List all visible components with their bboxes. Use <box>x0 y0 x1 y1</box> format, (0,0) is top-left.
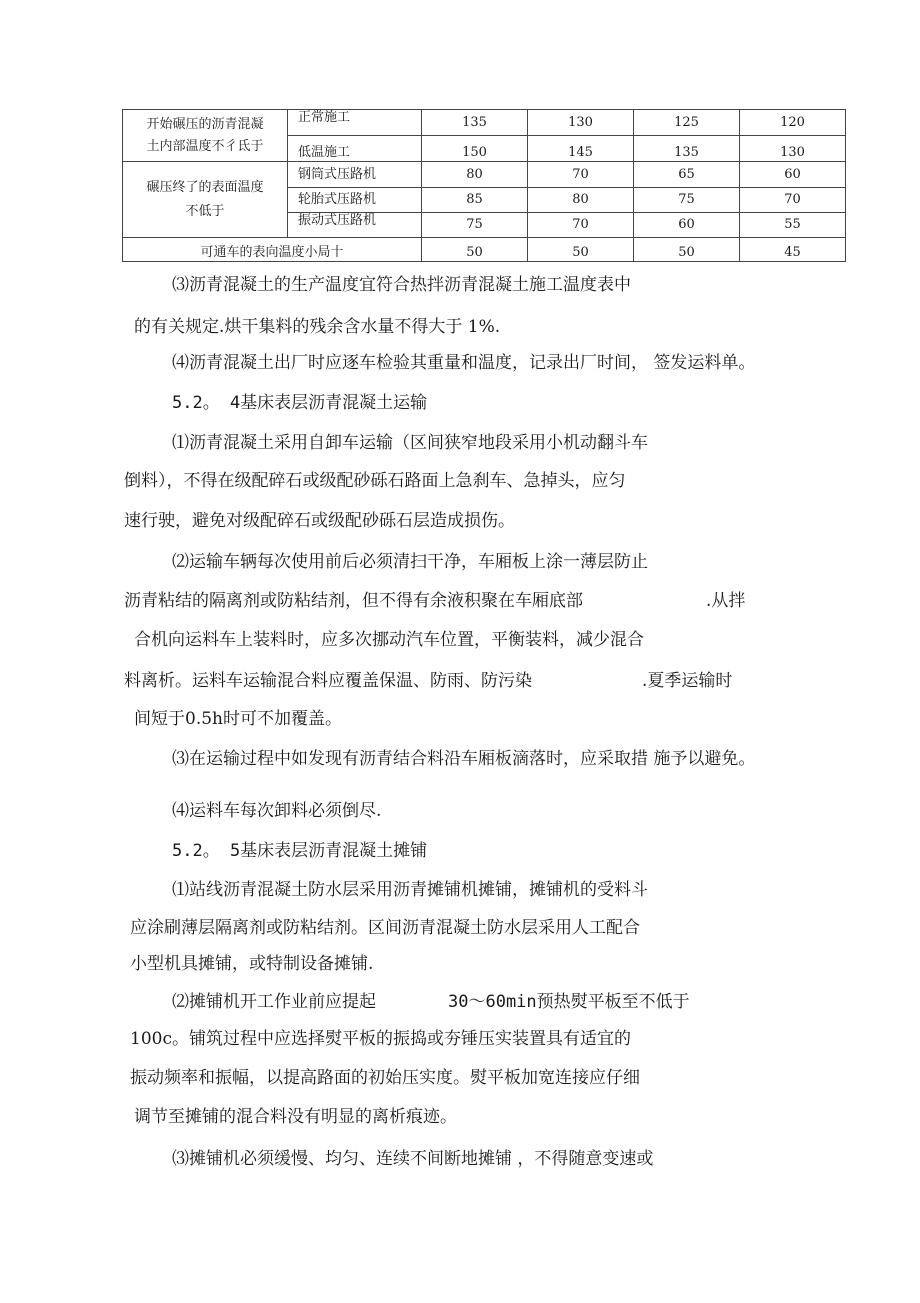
table-row <box>123 110 846 136</box>
table-cell: 75 <box>634 188 740 213</box>
table-cell: 135 <box>634 136 740 162</box>
table-cell: 55 <box>740 213 846 238</box>
row-label: 振动式压路机 <box>288 213 422 238</box>
table-cell: 60 <box>634 213 740 238</box>
paragraph-line: 的有关规定.烘干集料的残余含水量不得大于 1%. <box>134 317 501 337</box>
paragraph-line: 倒料），不得在级配碎石或级配砂砾石路面上急刹车、急掉头，应匀 <box>124 471 626 491</box>
paragraph-line: 沥青粘结的隔离剂或防粘结剂，但不得有余液积聚在车厢底部 <box>124 591 583 611</box>
group1-label-line: 土内部温度不彳氐于 <box>146 138 264 154</box>
paragraph-line: 调节至摊铺的混合料没有明显的离析痕迹。 <box>134 1107 457 1127</box>
table-cell: 150 <box>422 136 528 162</box>
paragraph-line: 间短于0.5h时可不加覆盖。 <box>134 709 342 729</box>
table-cell: 120 <box>740 110 846 136</box>
paragraph-line: ⑶摊铺机必须缓慢、均匀、连续不间断地摊铺 ，不得随意变速或 <box>172 1149 654 1169</box>
table-cell: 50 <box>634 238 740 262</box>
paragraph-line: ⑵运输车辆每次使用前后必须清扫干净，车厢板上涂一薄层防止 <box>172 552 648 572</box>
row-label: 轮胎式压路机 <box>288 188 422 213</box>
group2-label-line: 碾压终了的表面温度 <box>146 179 264 195</box>
table-row <box>123 238 846 262</box>
paragraph-line: ⑴站线沥青混凝土防水层采用沥青摊铺机摊铺，摊铺机的受料斗 <box>172 880 648 900</box>
paragraph-line: ⑴沥青混凝土采用自卸车运输（区间狭窄地段采用小机动翻斗车 <box>172 433 648 453</box>
row-label: 钢筒式压路机 <box>288 162 422 188</box>
row-label: 可通车的表向温度小局十 <box>123 238 422 262</box>
paragraph-line: ⑶在运输过程中如发现有沥青结合料沿车厢板滴落时，应采取措 施予以避免。 <box>172 749 756 769</box>
paragraph-line: 应涂刷薄层隔离剂或防粘结剂。区间沥青混凝土防水层采用人工配合 <box>130 918 640 938</box>
row-label: 正常施工 <box>288 110 422 136</box>
temperature-table <box>122 109 846 262</box>
paragraph-line: 30〜60min预热熨平板至不低于 <box>448 992 690 1012</box>
group2-label-line: 不低于 <box>185 203 225 219</box>
paragraph-line: 速行驶，避免对级配碎石或级配砂砾石层造成损伤。 <box>124 511 515 531</box>
table-cell: 85 <box>422 188 528 213</box>
group2-label-cell <box>123 162 288 238</box>
section-heading: 5.2。 4基床表层沥青混凝土运输 <box>172 393 428 413</box>
table-cell: 70 <box>528 162 634 188</box>
table-row <box>123 162 846 188</box>
paragraph-line: ⑵摊铺机开工作业前应提起 <box>172 992 376 1012</box>
paragraph-line: 振动频率和振幅，以提高路面的初始压实度。熨平板加宽连接应仔细 <box>130 1068 640 1088</box>
paragraph-line: 合机向运料车上装料时，应多次挪动汽车位置，平衡装料，减少混合 <box>134 630 644 650</box>
table-cell: 130 <box>528 110 634 136</box>
group1-label-line: 开始碾压的沥青混凝 <box>146 116 264 132</box>
paragraph-line: 料离析。运料车运输混合料应覆盖保温、防雨、防污染 <box>124 671 532 691</box>
paragraph-line: ⑷沥青混凝土出厂时应逐车检验其重量和温度，记录出厂时间， 签发运料单。 <box>172 353 756 373</box>
paragraph-line: ⑶沥青混凝土的生产温度宜符合热拌沥青混凝土施工温度表中 <box>172 275 631 295</box>
table-cell: 60 <box>740 162 846 188</box>
table-cell: 45 <box>740 238 846 262</box>
table-cell: 135 <box>422 110 528 136</box>
table-cell: 80 <box>422 162 528 188</box>
table-cell: 145 <box>528 136 634 162</box>
table-cell: 125 <box>634 110 740 136</box>
row-label: 低温施工 <box>288 136 422 162</box>
table-cell: 65 <box>634 162 740 188</box>
paragraph-line: .夏季运输时 <box>642 671 733 691</box>
paragraph-line: 100c。铺筑过程中应选择熨平板的振捣或夯锤压实装置具有适宜的 <box>130 1029 631 1049</box>
table-cell: 70 <box>528 213 634 238</box>
table-cell: 75 <box>422 213 528 238</box>
paragraph-line: 小型机具摊铺，或特制设备摊铺. <box>130 954 374 974</box>
table-cell: 50 <box>422 238 528 262</box>
table-cell: 70 <box>740 188 846 213</box>
table-cell: 80 <box>528 188 634 213</box>
table-cell: 130 <box>740 136 846 162</box>
section-heading: 5.2。 5基床表层沥青混凝土摊铺 <box>172 841 428 861</box>
paragraph-line: ⑷运料车每次卸料必须倒尽. <box>172 801 382 821</box>
table-cell: 50 <box>528 238 634 262</box>
group1-label-cell <box>123 110 288 162</box>
paragraph-line: .从拌 <box>706 591 746 611</box>
